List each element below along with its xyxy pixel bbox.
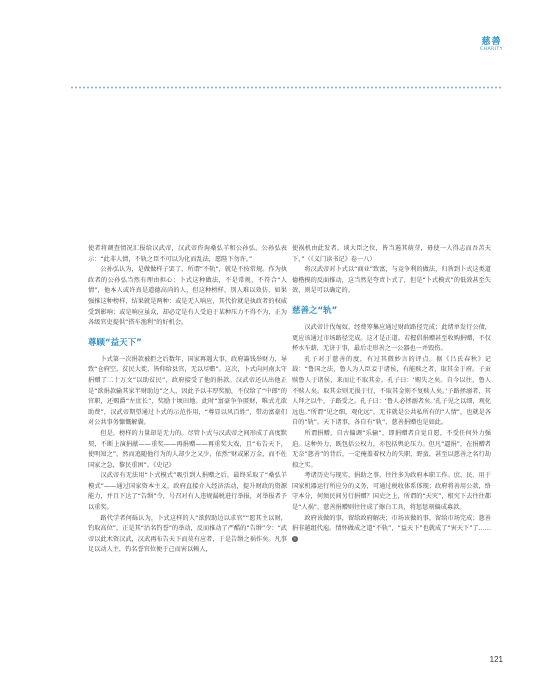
- right-column: [292, 244, 491, 545]
- paragraph: [292, 514, 491, 546]
- paragraph: 使者将调查情况汇报给汉武帝，汉武帝咨询桑弘羊和公孙弘，公孙弘表示：“此非人情，不轨之臣不可以为化而乱法，愿陛下勿许。”: [88, 245, 287, 263]
- paragraph: 但是，榜样的力量却是无力的。尽管卜式与汉武帝之间形成了高度默契，不断上演捐献——重奖——再捐赠——再重奖大戏，且“布告天下，使明知之”，然而追随他行为的人却少之又少，依然“财或累万金，而不佐国家之急，黎民重困”。《史记》: [88, 429, 287, 469]
- page-number: 121: [489, 655, 503, 664]
- paragraph: 路代学者何砾认为，卜式这样的人“欲假助边以求官”“愿其主以财，钓取高位”，正是其“沽名钓誉”的举动，反而推动了严酷的“告缗”令：“武帝以此术资汉武，汉武再布告天下而莫有应者，于是告缗之祸作矣。凡事足以动人主，钓名誉官位便于己而害以赖人，: [88, 514, 287, 554]
- section-title: 慈善: [481, 37, 502, 47]
- paragraph: 汉武帝有无法用“卜式模式”吸引到人捐赠之后，最终采取了“桑弘羊模式”——通过国家资本主义，政府直接介入经济活动，提升财政的资源能力，并且下达了“告缗”令，号召对有人违规漏税进行举报，对举报者予以重奖。: [88, 472, 287, 512]
- paragraph: 将汉武帝对卜式以“商业”致富，与竞争利的做法，归咎到卜式这类道德楷模的反面推动，这当然是夸责卜式了，但是“卜式模式”的低效甚至失效，则是可以确定的。: [292, 266, 491, 295]
- paragraph: 公孙弘认为，是做做样子罢了，所谓“不轨”，就是不按常规。作为执政者的公孙弘当然有理由担心：卜式这种做法，不是常规，不符合“人情”，他本人或许真是道德高尚的人，但这种榜样，别人难以效仿，如果强推这种榜样，结果就是两种：或是无人响应，其代价就是执政者的权威受到影响；或是响应虽众，却必定是有人受迫于某种压力不得不为，正为各级官吏提供“搭车渔利”的好机会。: [88, 266, 287, 327]
- paragraph: 所谓捐赠，自古偏调“乐输”，即捐赠者自觉自愿，不受任何外力强迫。这种外力，既包括公权力，亦包括舆论压力。但凡“逼捐”，在捐赠者无奈“慈善”的背后，一定掩盖着权力的失职，野蛮，甚至以慈善之名行劫掠之实。: [292, 429, 491, 469]
- paragraph: 考诸历史与现实，捐助之事，往往多为政府本职工作。庶、民、用于国家机器运行所应分的义务，可通过税收体系体现；政府将善用公款，络守本分，何须民间另行捐赠？国史之上，所谓的“天灾”，根究下去往往都是“人祸”，慈善捐赠则往往成了擦白工具，将惩惩刻偏成募款。: [292, 472, 491, 512]
- end-mark-icon: Ⓓ: [293, 535, 297, 541]
- paragraph: 孔子对于慈善的度，有过其微妙言的评点。据《吕氏春秋》记载：“鲁国之法，鲁人为人臣妾于诸侯，有能赎之者，取其金于府。子贡赎鲁人于诸侯，来而让不取其金。孔子曰：‘赐失之矣。自今以往，鲁人不赎人矣。取其金则无损于行，不取其金则不复赎人矣。’子路拯溺者，其人拜之以牛，子路受之。孔子曰：‘鲁人必拯溺者矣。’孔子见之以细，观化远也。”所谓“见之细，观化远”，无非就是公共私所有的“人情”，也就是各自的“轨”。天下诸事，各自有“轨”，慈善捐赠也是如此。: [292, 355, 491, 427]
- paragraph: 使祸机由此发者，谈大臣之位，皆当遏其萌芽，毋使一人得志而吾苦天下，”（《义门读书记》卷一八）: [292, 245, 491, 263]
- heading-quote: ”: [136, 337, 142, 348]
- dotted-divider: [70, 86, 503, 89]
- section-heading: [292, 306, 491, 317]
- heading-quote: ”: [331, 305, 338, 316]
- heading-prefix: 慈善之“: [292, 305, 324, 316]
- paragraph-text: 政府该做的事，留给政府解决；市场该做的事，留给市场完成；慈善捐非越组代庖。情怀做成之道“不轨”，“益天下”也就成了“害天下”了……: [292, 514, 491, 533]
- section-header: [480, 38, 503, 53]
- section-heading: [88, 338, 287, 349]
- section-title-en: CHARITY: [479, 47, 503, 52]
- paragraph: 汉武帝计伐匈奴，经费筹集应通过财政路径完成；此绪单发行公债，更应该通过市场路径完成。这才是正道。若握倡捐赠甚至收购捐赠，不仅杯水车薪，无济于事，最后走形善之一公器也一并毁伤。: [292, 323, 491, 353]
- paragraph: 卜式第一次捐款被拒之后数年，国家再遇大事，政府籌钱举财力，导致“仓府空，贫民大徙，皆仰给县官，无以尽赡”。这次，卜式向河南太守捐赠了二十万文“以助贫民”，政府接受了他的捐款。汉武帝还认出他正是“欲捐款输其家半财助边”之人，因此予以丰厚奖励，不仅给了“中郎”的官职，还赐爵“左庶长”，奖励十顷田地。此时“富豪争争匿财，唯式尤欲助费”，汉武帝期望通过卜式的示范作用，“尊显以风百姓”，带动富豪们对公共事务慷慨解囊。: [88, 355, 287, 427]
- left-column: [88, 244, 287, 556]
- heading-text: 轨: [323, 305, 332, 316]
- heading-text: 尊顾“益天下: [88, 337, 137, 348]
